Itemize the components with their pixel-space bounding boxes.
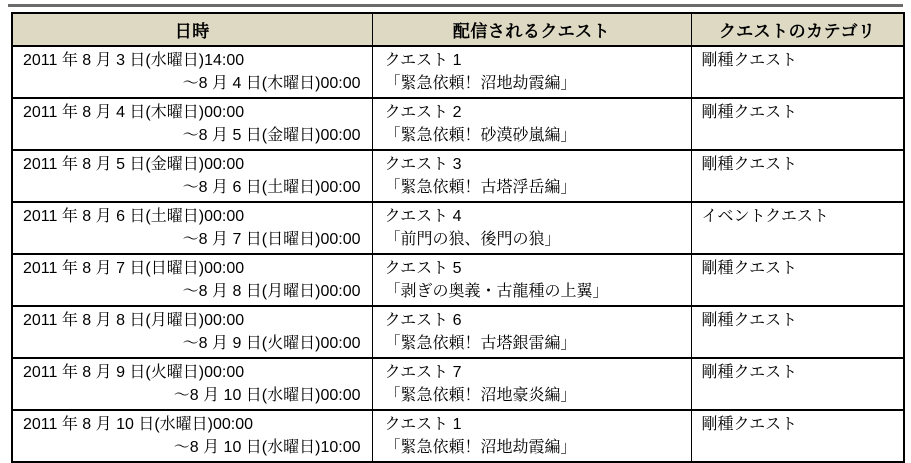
quest-category: 剛種クエスト bbox=[701, 364, 798, 381]
table-row bbox=[12, 306, 904, 358]
quest-category: 剛種クエスト bbox=[701, 312, 798, 329]
date-end: ～8 月 9 日(火曜日)00:00 bbox=[182, 335, 361, 352]
date-start: 2011 年 8 月 9 日(火曜日)00:00 bbox=[23, 364, 245, 381]
quest-name: 「緊急依頼！沼地劫霞編」 bbox=[384, 75, 577, 92]
table-row bbox=[12, 46, 904, 98]
quest-category: 剛種クエスト bbox=[701, 52, 798, 69]
cell-quest bbox=[372, 306, 691, 358]
cell-quest bbox=[372, 202, 691, 254]
cell-quest bbox=[372, 150, 691, 202]
cell-category bbox=[691, 46, 904, 98]
date-start: 2011 年 8 月 6 日(土曜日)00:00 bbox=[23, 208, 245, 225]
date-start: 2011 年 8 月 5 日(金曜日)00:00 bbox=[23, 156, 245, 173]
quest-number: クエスト 1 bbox=[384, 416, 462, 433]
quest-number: クエスト 2 bbox=[384, 104, 462, 121]
cell-datetime bbox=[12, 306, 372, 358]
cell-datetime bbox=[12, 150, 372, 202]
date-end: ～8 月 7 日(日曜日)00:00 bbox=[182, 231, 361, 248]
table-row bbox=[12, 254, 904, 306]
cell-category bbox=[691, 358, 904, 410]
quest-name: 「緊急依頼！沼地豪炎編」 bbox=[384, 387, 577, 404]
cell-datetime bbox=[12, 202, 372, 254]
table-row bbox=[12, 98, 904, 150]
quest-number: クエスト 6 bbox=[384, 312, 462, 329]
header-datetime: 日時 bbox=[12, 13, 372, 46]
date-start: 2011 年 8 月 8 日(月曜日)00:00 bbox=[23, 312, 245, 329]
quest-number: クエスト 4 bbox=[384, 208, 462, 225]
quest-name: 「剥ぎの奥義・古龍種の上翼」 bbox=[384, 283, 609, 300]
top-divider-line bbox=[8, 4, 903, 7]
date-end: ～8 月 10 日(水曜日)10:00 bbox=[173, 439, 361, 456]
date-end: ～8 月 8 日(月曜日)00:00 bbox=[182, 283, 361, 300]
date-end: ～8 月 5 日(金曜日)00:00 bbox=[182, 127, 361, 144]
quest-category: 剛種クエスト bbox=[701, 104, 798, 121]
cell-quest bbox=[372, 98, 691, 150]
date-start: 2011 年 8 月 10 日(水曜日)00:00 bbox=[23, 416, 254, 433]
cell-category bbox=[691, 98, 904, 150]
table-row bbox=[12, 150, 904, 202]
header-category: クエストのカテゴリ bbox=[691, 13, 904, 46]
quest-number: クエスト 3 bbox=[384, 156, 462, 173]
cell-quest bbox=[372, 358, 691, 410]
table-row bbox=[12, 202, 904, 254]
table-header-row bbox=[12, 13, 904, 46]
date-start: 2011 年 8 月 4 日(木曜日)00:00 bbox=[23, 104, 245, 121]
date-end: ～8 月 4 日(木曜日)00:00 bbox=[182, 75, 361, 92]
date-end: ～8 月 6 日(土曜日)00:00 bbox=[182, 179, 361, 196]
quest-category: 剛種クエスト bbox=[701, 416, 798, 433]
quest-category: 剛種クエスト bbox=[701, 156, 798, 173]
cell-datetime bbox=[12, 254, 372, 306]
cell-datetime bbox=[12, 46, 372, 98]
quest-name: 「緊急依頼！沼地劫霞編」 bbox=[384, 439, 577, 456]
cell-category bbox=[691, 254, 904, 306]
table-row bbox=[12, 410, 904, 462]
quest-number: クエスト 5 bbox=[384, 260, 462, 277]
cell-quest bbox=[372, 254, 691, 306]
quest-number: クエスト 7 bbox=[384, 364, 462, 381]
cell-quest bbox=[372, 410, 691, 462]
quest-category: 剛種クエスト bbox=[701, 260, 798, 277]
date-start: 2011 年 8 月 7 日(日曜日)00:00 bbox=[23, 260, 245, 277]
cell-datetime bbox=[12, 358, 372, 410]
quest-name: 「前門の狼、後門の狼」 bbox=[384, 231, 561, 248]
cell-category bbox=[691, 202, 904, 254]
cell-category bbox=[691, 410, 904, 462]
cell-category bbox=[691, 306, 904, 358]
cell-quest bbox=[372, 46, 691, 98]
quest-number: クエスト 1 bbox=[384, 52, 462, 69]
quest-name: 「緊急依頼！砂漠砂嵐編」 bbox=[384, 127, 577, 144]
cell-datetime bbox=[12, 410, 372, 462]
table-row bbox=[12, 358, 904, 410]
date-end: ～8 月 10 日(水曜日)00:00 bbox=[173, 387, 361, 404]
quest-schedule-table bbox=[11, 12, 905, 463]
quest-name: 「緊急依頼！古塔浮岳編」 bbox=[384, 179, 577, 196]
cell-datetime bbox=[12, 98, 372, 150]
date-start: 2011 年 8 月 3 日(水曜日)14:00 bbox=[23, 52, 245, 69]
header-quest: 配信されるクエスト bbox=[372, 13, 691, 46]
quest-category: イベントクエスト bbox=[701, 208, 829, 225]
cell-category bbox=[691, 150, 904, 202]
table-body bbox=[12, 46, 904, 462]
quest-name: 「緊急依頼！古塔銀雷編」 bbox=[384, 335, 577, 352]
